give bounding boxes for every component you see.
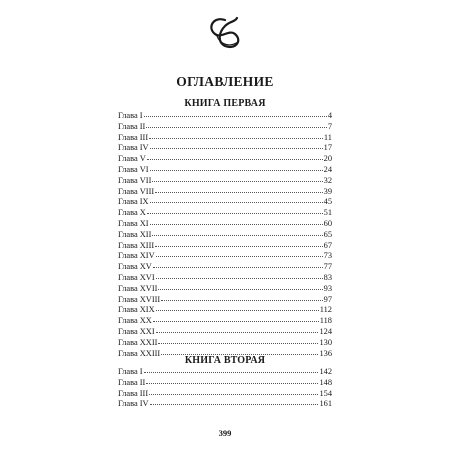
dot-leader — [150, 164, 323, 171]
chapter-page-number: 83 — [323, 272, 332, 282]
chapter-page-number: 45 — [323, 197, 332, 207]
chapter-page-number: 77 — [323, 262, 332, 272]
dot-leader — [150, 218, 323, 225]
chapter-page-number: 32 — [323, 175, 332, 185]
dot-leader — [161, 348, 318, 355]
chapter-label: Глава I — [118, 111, 143, 120]
chapter-page-number: 60 — [323, 218, 332, 228]
chapter-label: Глава II — [118, 377, 146, 387]
chapter-page-number: 20 — [323, 154, 332, 164]
chapter-label: Глава III — [118, 388, 149, 398]
dot-leader — [149, 132, 323, 139]
dot-leader — [146, 377, 318, 384]
chapter-page-number: 11 — [323, 132, 332, 142]
book-two-heading: КНИГА ВТОРАЯ — [184, 355, 266, 366]
chapter-label: Глава XIX — [118, 305, 155, 315]
dot-leader — [150, 398, 319, 405]
chapter-label: Глава XV — [118, 262, 152, 272]
chapter-label: Глава V — [118, 154, 146, 164]
dot-leader — [156, 250, 323, 257]
chapter-page-number: 130 — [319, 337, 332, 347]
dot-leader — [146, 121, 326, 128]
dot-leader — [147, 153, 323, 160]
chapter-label: Глава IX — [118, 197, 149, 207]
chapter-label: Глава XIV — [118, 251, 155, 261]
chapter-page-number: 73 — [323, 251, 332, 261]
chapter-label: Глава XVII — [118, 283, 158, 293]
chapter-page-number: 124 — [319, 326, 332, 336]
chapter-label: Глава XII — [118, 229, 152, 239]
dot-leader — [155, 186, 322, 193]
dot-leader — [158, 283, 322, 290]
chapter-page-number: 118 — [319, 316, 332, 326]
chapter-label: Глава IV — [118, 399, 149, 409]
chapter-label: Глава XX — [118, 316, 152, 326]
chapter-label: Глава VI — [118, 164, 149, 174]
dot-leader — [161, 294, 322, 301]
dot-leader — [150, 196, 323, 203]
chapter-label: Глава XVI — [118, 272, 155, 282]
chapter-label: Глава XI — [118, 218, 149, 228]
chapter-label: Глава I — [118, 367, 143, 376]
dot-leader — [156, 326, 319, 333]
ornament-icon — [205, 14, 245, 52]
dot-leader — [155, 240, 322, 247]
book-one-heading: КНИГА ПЕРВАЯ — [184, 98, 266, 109]
toc-entry[interactable] — [118, 399, 332, 410]
dot-leader — [150, 142, 323, 149]
dot-leader — [152, 229, 322, 236]
chapter-page-number: 161 — [319, 399, 332, 409]
chapter-page-number: 65 — [323, 229, 332, 239]
chapter-page-number: 39 — [323, 186, 332, 196]
dot-leader — [147, 207, 323, 214]
chapter-page-number: 67 — [323, 240, 332, 250]
chapter-label: Глава XVIII — [118, 294, 161, 304]
chapter-page-number: 51 — [323, 208, 332, 218]
chapter-page-number: 112 — [319, 305, 332, 315]
chapter-page-number: 17 — [323, 143, 332, 153]
page-number: 399 — [218, 428, 232, 438]
dot-leader — [149, 388, 318, 395]
dot-leader — [152, 175, 322, 182]
chapter-label: Глава IV — [118, 143, 149, 153]
chapter-page-number: 142 — [319, 367, 332, 376]
dot-leader — [156, 304, 319, 311]
dot-leader — [153, 261, 323, 268]
chapter-label: Глава XXIII — [118, 348, 161, 358]
chapter-page-number: 154 — [319, 388, 332, 398]
chapter-label: Глава XXII — [118, 337, 158, 347]
book-one-chapter-list — [118, 111, 332, 359]
chapter-page-number: 93 — [323, 283, 332, 293]
chapter-label: Глава II — [118, 121, 146, 131]
chapter-page-number: 7 — [327, 121, 332, 131]
dot-leader — [156, 272, 323, 279]
chapter-page-number: 24 — [323, 164, 332, 174]
chapter-page-number: 97 — [323, 294, 332, 304]
chapter-page-number: 4 — [327, 111, 332, 120]
chapter-label: Глава XIII — [118, 240, 155, 250]
chapter-page-number: 136 — [319, 348, 332, 358]
dot-leader — [144, 366, 319, 373]
chapter-label: Глава VII — [118, 175, 152, 185]
chapter-label: Глава III — [118, 132, 149, 142]
book-two-chapter-list — [118, 367, 332, 410]
chapter-label: Глава XXI — [118, 326, 155, 336]
dot-leader — [144, 110, 327, 117]
dot-leader — [158, 337, 318, 344]
toc-heading: ОГЛАВЛЕНИЕ — [176, 74, 274, 89]
dot-leader — [153, 315, 319, 322]
chapter-page-number: 148 — [319, 377, 332, 387]
chapter-label: Глава VIII — [118, 186, 155, 196]
chapter-label: Глава X — [118, 208, 146, 218]
